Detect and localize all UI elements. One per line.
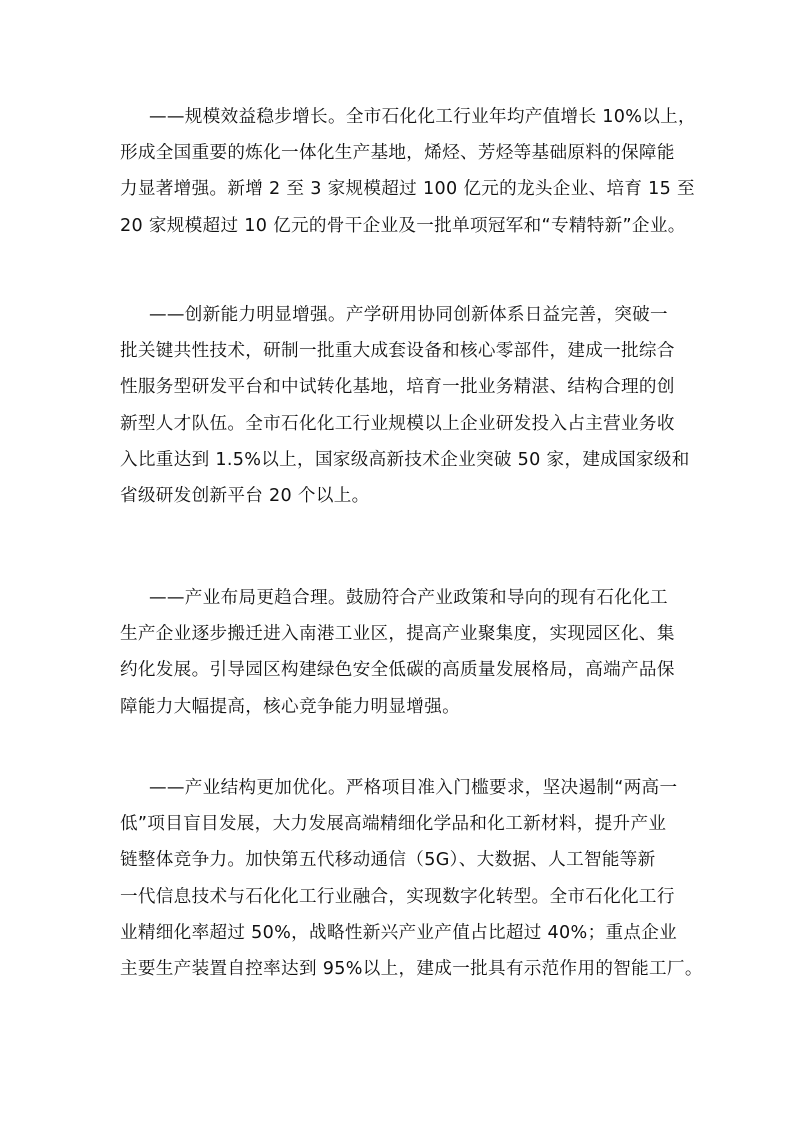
text-line: 新型人才队伍。全市石化化工行业规模以上企业研发投入占主营业务收 bbox=[120, 413, 675, 434]
text-line: 力显著增强。新增 2 至 3 家规模超过 100 亿元的龙头企业、培育 15 至 bbox=[120, 179, 695, 200]
text-line: 一代信息技术与石化化工行业融合，实现数字化转型。全市石化化工行 bbox=[120, 886, 675, 907]
document-page bbox=[120, 0, 703, 1122]
text-line: 入比重达到 1.5%以上，国家级高新技术企业突破 50 家，建成国家级和 bbox=[120, 449, 690, 470]
paragraph-innovation bbox=[120, 297, 690, 514]
text-line: ——创新能力明显增强。产学研用协同创新体系日益完善，突破一 bbox=[149, 305, 668, 325]
text-line: 生产企业逐步搬迁进入南港工业区，提高产业聚集度，实现园区化、集 bbox=[120, 624, 675, 645]
text-line: 性服务型研发平台和中试转化基地，培育一批业务精湛、结构合理的创 bbox=[120, 377, 675, 398]
text-line: 障能力大幅提高，核心竞争能力明显增强。 bbox=[120, 696, 460, 717]
paragraph-scale-benefit bbox=[120, 99, 696, 244]
text-line: 批关键共性技术，研制一批重大成套设备和核心零部件，建成一批综合 bbox=[120, 341, 675, 362]
text-line: 20 家规模超过 10 亿元的骨干企业及一批单项冠军和“专精特新”企业。 bbox=[120, 215, 686, 236]
text-line: 链整体竞争力。加快第五代移动通信（5G）、大数据、人工智能等新 bbox=[120, 850, 656, 871]
text-line: 形成全国重要的炼化一体化生产基地，烯烃、芳烃等基础原料的保障能 bbox=[120, 143, 675, 164]
text-line: ——产业结构更加优化。严格项目准入门槛要求，坚决遏制“两高一 bbox=[149, 778, 678, 798]
paragraph-industrial-layout bbox=[120, 580, 680, 725]
text-line: ——规模效益稳步增长。全市石化化工行业年均产值增长 10%以上， bbox=[149, 107, 696, 127]
text-line: 业精细化率超过 50%，战略性新兴产业产值占比超过 40%；重点企业 bbox=[120, 922, 678, 943]
text-line: 省级研发创新平台 20 个以上。 bbox=[120, 485, 370, 506]
paragraph-industrial-structure bbox=[120, 770, 703, 987]
text-line: 约化发展。引导园区构建绿色安全低碳的高质量发展格局，高端产品保 bbox=[120, 660, 675, 681]
text-line: 低”项目盲目发展，大力发展高端精细化学品和化工新材料，提升产业 bbox=[120, 814, 667, 835]
text-line: 主要生产装置自控率达到 95%以上，建成一批具有示范作用的智能工厂。 bbox=[120, 958, 703, 979]
text-line: ——产业布局更趋合理。鼓励符合产业政策和导向的现有石化化工 bbox=[149, 588, 668, 608]
